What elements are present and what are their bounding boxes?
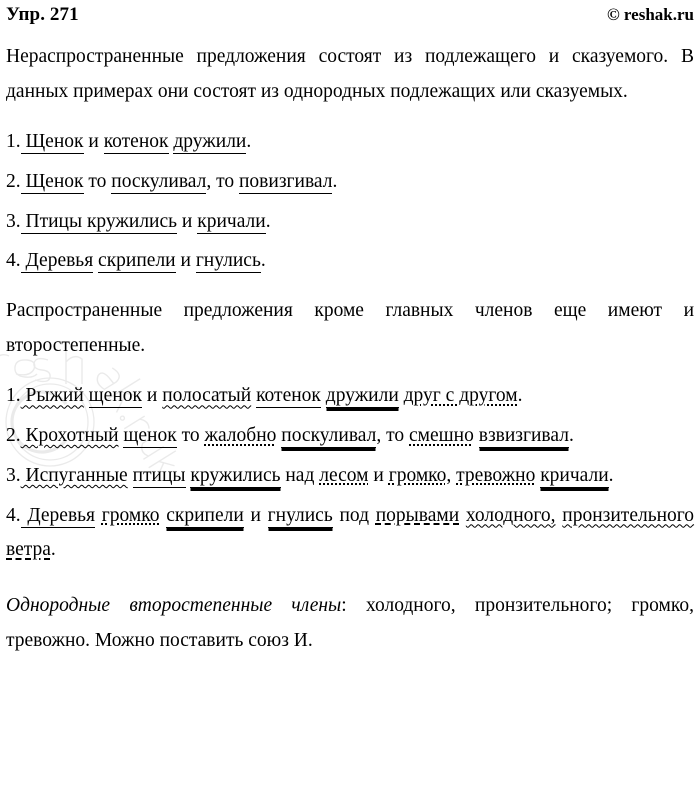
sentence-marked-solid: птицы (132, 464, 186, 486)
sentence-text: под (332, 504, 376, 526)
sentence-text (474, 425, 479, 446)
sentence-marked-dashed: ветра (6, 539, 51, 561)
sentence-marked-dashdot: друг с другом (403, 385, 518, 407)
sentence-number: 3. (6, 210, 21, 232)
sentence-item (6, 419, 694, 454)
sentence-marked-dashdot: тревожно (456, 464, 536, 486)
sentence-item (6, 379, 694, 414)
sentence-marked-dashdot: лесом (319, 464, 369, 486)
sentence-marked-solid: щенок (123, 425, 177, 447)
sentence-marked-double: дружили (325, 385, 399, 407)
sentence-marked-double: скрипели (166, 504, 244, 526)
page-header (6, 4, 694, 26)
sentence-text: , то (206, 170, 239, 192)
sentence-item (6, 165, 694, 200)
spacer (6, 369, 694, 379)
spacer (6, 284, 694, 294)
sentence-text (459, 505, 466, 526)
sentence-marked-solid: щенок (88, 385, 143, 407)
sentence-marked-double: кричали (540, 464, 609, 486)
sentence-marked-wavy: Рыжий (20, 385, 84, 407)
sentence-text: и (175, 250, 196, 272)
sentence-marked-dashdot: жалобно (204, 425, 277, 447)
sentence-text: то (176, 425, 205, 447)
sentence-marked-solid: Щенок (20, 131, 84, 153)
sentence-text: . (50, 539, 56, 561)
sentence-number: 1. (6, 385, 21, 407)
sentence-marked-wavy: холодного, (465, 504, 556, 526)
sentence-marked-wavy: полосатый (162, 385, 252, 407)
extended-sentence-list (6, 379, 694, 568)
spacer (6, 573, 694, 589)
sentence-number: 1. (6, 131, 21, 153)
sentence-text: . (265, 210, 271, 232)
sentence-item (6, 244, 694, 279)
sentence-marked-solid: повизгивал (239, 170, 333, 192)
sentence-item (6, 499, 694, 568)
sentence-marked-solid: дружили (173, 131, 247, 153)
sentence-number: 2. (6, 425, 21, 447)
sentence-marked-double: взвизгивал (478, 425, 569, 447)
simple-sentence-list (6, 125, 694, 279)
sentence-marked-solid: скрипели (98, 250, 176, 272)
sentence-marked-solid: Деревья (20, 504, 96, 526)
conclusion-rest: : холодного, пронзительного; громко, тревожно. Можно поставить союз И. (6, 594, 694, 651)
sentence-item (6, 459, 694, 494)
sentence-marked-solid: кружились (86, 210, 178, 232)
sentence-text: над (280, 464, 320, 486)
sentence-text: и (243, 504, 268, 526)
sentence-text (95, 505, 102, 526)
sentence-number: 4. (6, 504, 21, 526)
sentence-marked-solid: поскуливал (111, 170, 207, 192)
sentence-text: . (568, 425, 574, 447)
sentence-item (6, 205, 694, 240)
sentence-marked-solid: кричали (197, 210, 266, 232)
sentence-number: 4. (6, 250, 21, 272)
conclusion-term: Однородные второстепенные члены (6, 594, 342, 616)
sentence-text: . (517, 385, 523, 407)
sentence-text: . (246, 131, 252, 153)
sentence-marked-dashdot: смешно (409, 425, 474, 447)
sentence-marked-solid: Птицы (20, 210, 87, 232)
sentence-text: и (83, 131, 104, 153)
sentence-text: то (83, 170, 112, 192)
sentence-text: и (368, 464, 389, 486)
intro-paragraph: Нераспространенные предложения состоят из подлежащего и сказуемого. В данных примерах они состоят из однородных подлежащих или сказуемых. (6, 45, 694, 102)
sentence-marked-double: поскуливал (281, 425, 377, 447)
sentence-marked-solid: котенок (256, 385, 321, 407)
sentence-marked-dashdot: громко (101, 504, 160, 526)
sentence-item (6, 125, 694, 160)
sentence-marked-dashdot: громко, (388, 464, 452, 486)
sentence-text: и (142, 385, 163, 407)
sentence-marked-wavy: пронзительного (562, 504, 695, 526)
sentence-text: . (260, 250, 266, 272)
sentence-marked-wavy: Крохотный (20, 425, 119, 447)
site-credit: © reshak.ru (606, 5, 694, 24)
sentence-text: . (332, 170, 338, 192)
sentence-text: , то (376, 425, 409, 447)
page-title: Упр. 271 (6, 4, 79, 25)
sentence-marked-dashed: порывами (375, 504, 460, 526)
sentence-text (128, 465, 133, 486)
sentence-marked-solid: Деревья (20, 250, 94, 272)
sentence-text (84, 385, 89, 406)
sentence-marked-double: гнулись (267, 504, 333, 526)
spacer (6, 115, 694, 125)
sentence-marked-solid: Щенок (20, 170, 84, 192)
sentence-marked-double: кружились (190, 464, 281, 486)
sentence-marked-wavy: Испуганные (20, 464, 128, 486)
sentence-number: 2. (6, 170, 21, 192)
sentence-number: 3. (6, 464, 21, 486)
sentence-text: . (608, 464, 614, 486)
conclusion-paragraph (6, 589, 694, 658)
sentence-text: и (177, 210, 198, 232)
sentence-marked-solid: гнулись (195, 250, 261, 272)
sentence-marked-solid: котенок (103, 131, 169, 153)
second-paragraph: Распространенные предложения кроме главных членов еще имеют и второстепенные. (6, 300, 694, 356)
